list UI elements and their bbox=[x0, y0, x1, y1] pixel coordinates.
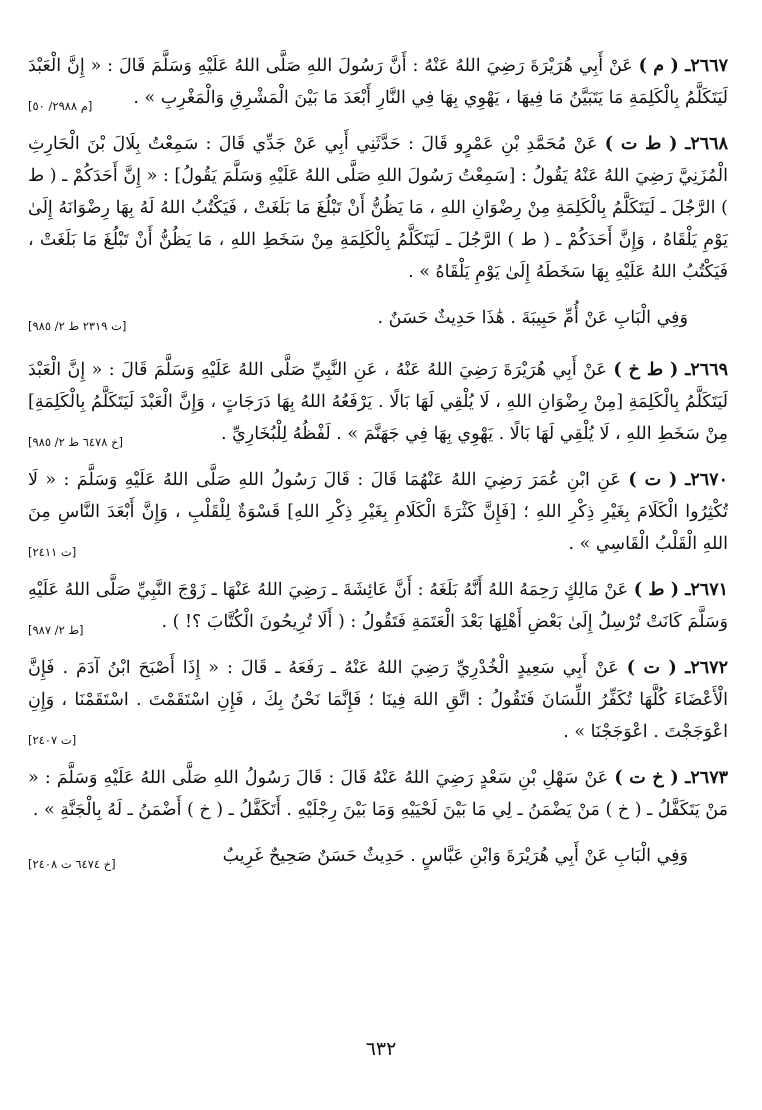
hadith-text: عَنْ سَهْلِ بْنِ سَعْدٍ رَضِيَ اللهُ عَنْهُ قَالَ : قَالَ رَسُولُ اللهِ صَلَّى اللهُ عَلَيْهِ وَسَلَّمَ : « مَنْ يَتَكَفَّلُ ـ ( خ ) مَنْ يَضْمَنُ ـ لِي مَا بَيْنَ لَحْيَيْهِ وَمَا بَيْنَ رِجْلَيْهِ . أَتَكَفَّلُ ـ ( خ ) أَضْمَنُ ـ لَهُ بِالْجَنَّةِ » . bbox=[28, 768, 728, 820]
hadith-body bbox=[28, 574, 728, 638]
hadith-text: عَنْ مَالِكٍ رَحِمَهُ اللهُ أَنَّهُ بَلَغَهُ : أَنَّ عَائِشَةَ ـ رَضِيَ اللهُ عَنْهَا ـ زَوْجَ النَّبِيِّ صَلَّى اللهُ عَلَيْهِ وَسَلَّمَ كَانَتْ تُرْسِلُ إِلَىٰ بَعْضِ أَهْلِهَا بَعْدَ الْعَتَمَةِ فَتَقُولُ : ( أَلَا تُرِيحُونَ الْكُتَّابَ ؟! ) . bbox=[28, 580, 728, 632]
hadith-2667 bbox=[28, 50, 728, 114]
source-reference: [ت ٢٤١١] bbox=[28, 545, 77, 559]
hadith-number: ٢٦٦٨ـ ( ط ت ) bbox=[604, 134, 728, 154]
source-reference: [ط ٢/ ٩٨٧] bbox=[28, 623, 84, 637]
hadith-number: ٢٦٧٠ـ ( ت ) bbox=[628, 470, 728, 490]
hadith-body bbox=[28, 50, 728, 114]
hadith-number: ٢٦٧٣ـ ( خ ت ) bbox=[614, 768, 728, 788]
chapter-note bbox=[28, 840, 728, 880]
source-reference: [خ ٦٤٧٤ ت ٢٤٠٨] bbox=[28, 857, 116, 871]
hadith-2669 bbox=[28, 354, 728, 450]
hadith-body bbox=[28, 652, 728, 748]
hadith-body bbox=[28, 128, 728, 288]
hadith-2672 bbox=[28, 652, 728, 748]
hadith-text: عَنْ أَبِي هُرَيْرَةَ رَضِيَ اللهُ عَنْهُ : أَنَّ رَسُولَ اللهِ صَلَّى اللهُ عَلَيْهِ وَسَلَّمَ قَالَ : « إِنَّ الْعَبْدَ لَيَتَكَلَّمُ بِالْكَلِمَةِ مَا يَتَبَيَّنُ مَا فِيهَا ، يَهْوِي بِهَا فِي النَّارِ أَبْعَدَ مَا بَيْنَ الْمَشْرِقِ وَالْمَغْرِبِ » . bbox=[28, 56, 728, 108]
source-reference: [ت ٢٤٠٧] bbox=[28, 733, 77, 747]
hadith-text: عَنْ أَبِي سَعِيدٍ الْخُدْرِيِّ رَضِيَ اللهُ عَنْهُ ـ رَفَعَهُ ـ قَالَ : « إِذَا أَصْبَحَ ابْنُ آدَمَ . فَإِنَّ الْأَعْضَاءَ كُلَّهَا تُكَفِّرُ اللِّسَانَ فَتَقُولُ : اتَّقِ اللهَ فِينَا ؛ فَإِنَّمَا نَحْنُ بِكَ ، فَإِنِ اسْتَقَمْتَ . اسْتَقَمْنَا ، وَإِنِ اعْوَجَجْتَ . اعْوَجَجْنَا » . bbox=[28, 658, 728, 742]
hadith-2670 bbox=[28, 464, 728, 560]
hadith-2671 bbox=[28, 574, 728, 638]
hadith-number: ٢٦٦٩ـ ( ط خ ) bbox=[613, 360, 728, 380]
note-text: وَفِي الْبَابِ عَنْ أَبِي هُرَيْرَةَ وَابْنِ عَبَّاسٍ . حَدِيثٌ حَسَنٌ صَحِيحٌ غَرِيبٌ bbox=[222, 846, 688, 866]
note-text: وَفِي الْبَابِ عَنْ أُمِّ حَبِيبَةَ . هَٰذَا حَدِيثٌ حَسَنٌ . bbox=[377, 308, 688, 328]
source-reference: [م ٢٩٨٨/ ٥٠] bbox=[28, 99, 93, 113]
hadith-text: عَنِ ابْنِ عُمَرَ رَضِيَ اللهُ عَنْهُمَا قَالَ : قَالَ رَسُولُ اللهِ صَلَّى اللهُ عَلَيْهِ وَسَلَّمَ : « لَا تُكْثِرُوا الْكَلَامَ بِغَيْرِ ذِكْرِ اللهِ ؛ [فَإِنَّ كَثْرَةَ الْكَلَامِ بِغَيْرِ ذِكْرِ اللهِ] قَسْوَةٌ لِلْقَلْبِ ، وَإِنَّ أَبْعَدَ النَّاسِ مِنَ اللهِ الْقَلْبُ الْقَاسِي » . bbox=[28, 470, 728, 554]
chapter-note bbox=[28, 302, 728, 342]
hadith-number: ٢٦٧٢ـ ( ت ) bbox=[626, 658, 728, 678]
hadith-text: عَنْ مُحَمَّدِ بْنِ عَمْرٍو قَالَ : حَدَّثَنِي أَبِي عَنْ جَدِّي قَالَ : سَمِعْتُ بِلَالَ بْنَ الْحَارِثِ الْمُزَنِيَّ رَضِيَ اللهُ عَنْهُ يَقُولُ : [سَمِعْتُ رَسُولَ اللهِ صَلَّى اللهُ عَلَيْهِ وَسَلَّمَ يَقُولُ] : « إِنَّ أَحَدَكُمْ ـ ( ط ) الرَّجُلَ ـ لَيَتَكَلَّمُ بِالْكَلِمَةِ مِنْ رِضْوَانِ اللهِ ، مَا يَظُنُّ أَنْ تَبْلُغَ مَا بَلَغَتْ ، فَيَكْتُبُ اللهُ لَهُ بِهَا رِضْوَانَهُ إِلَىٰ يَوْمِ يَلْقَاهُ ، وَإِنَّ أَحَدَكُمْ ـ ( ط ) الرَّجُلَ ـ لَيَتَكَلَّمُ بِالْكَلِمَةِ مِنْ سَخَطِ اللهِ ، مَا يَظُنُّ أَنْ تَبْلُغَ مَا بَلَغَتْ ، فَيَكْتُبُ اللهُ عَلَيْهِ بِهَا سَخَطَهُ إِلَىٰ يَوْمِ يَلْقَاهُ » . bbox=[28, 134, 728, 282]
hadith-text: عَنْ أَبِي هُرَيْرَةَ رَضِيَ اللهُ عَنْهُ ، عَنِ النَّبِيِّ صَلَّى اللهُ عَلَيْهِ وَسَلَّمَ قَالَ : « إِنَّ الْعَبْدَ لَيَتَكَلَّمُ بِالْكَلِمَةِ [مِنْ رِضْوَانِ اللهِ ، لَا يُلْقِي لَهَا بَالًا . يَرْفَعُهُ اللهُ بِهَا دَرَجَاتٍ ، وَإِنَّ الْعَبْدَ لَيَتَكَلَّمُ بِالْكَلِمَةِ] مِنْ سَخَطِ اللهِ ، لَا يُلْقِي لَهَا بَالًا . يَهْوِي بِهَا فِي جَهَنَّمَ » . لَفْظُهُ لِلْبُخَارِيِّ . bbox=[28, 360, 728, 444]
source-reference: [ت ٢٣١٩ ط ٢/ ٩٨٥] bbox=[28, 319, 127, 333]
hadith-body bbox=[28, 464, 728, 560]
page-number: ٦٣٢ bbox=[365, 1038, 397, 1060]
hadith-2668 bbox=[28, 128, 728, 288]
hadith-body bbox=[28, 354, 728, 450]
hadith-body bbox=[28, 762, 728, 826]
hadith-number: ٢٦٦٧ـ ( م ) bbox=[638, 56, 728, 76]
hadith-number: ٢٦٧١ـ ( ط ) bbox=[633, 580, 728, 600]
hadith-2673 bbox=[28, 762, 728, 826]
source-reference: [خ ٦٤٧٨ ط ٢/ ٩٨٥] bbox=[28, 435, 123, 449]
